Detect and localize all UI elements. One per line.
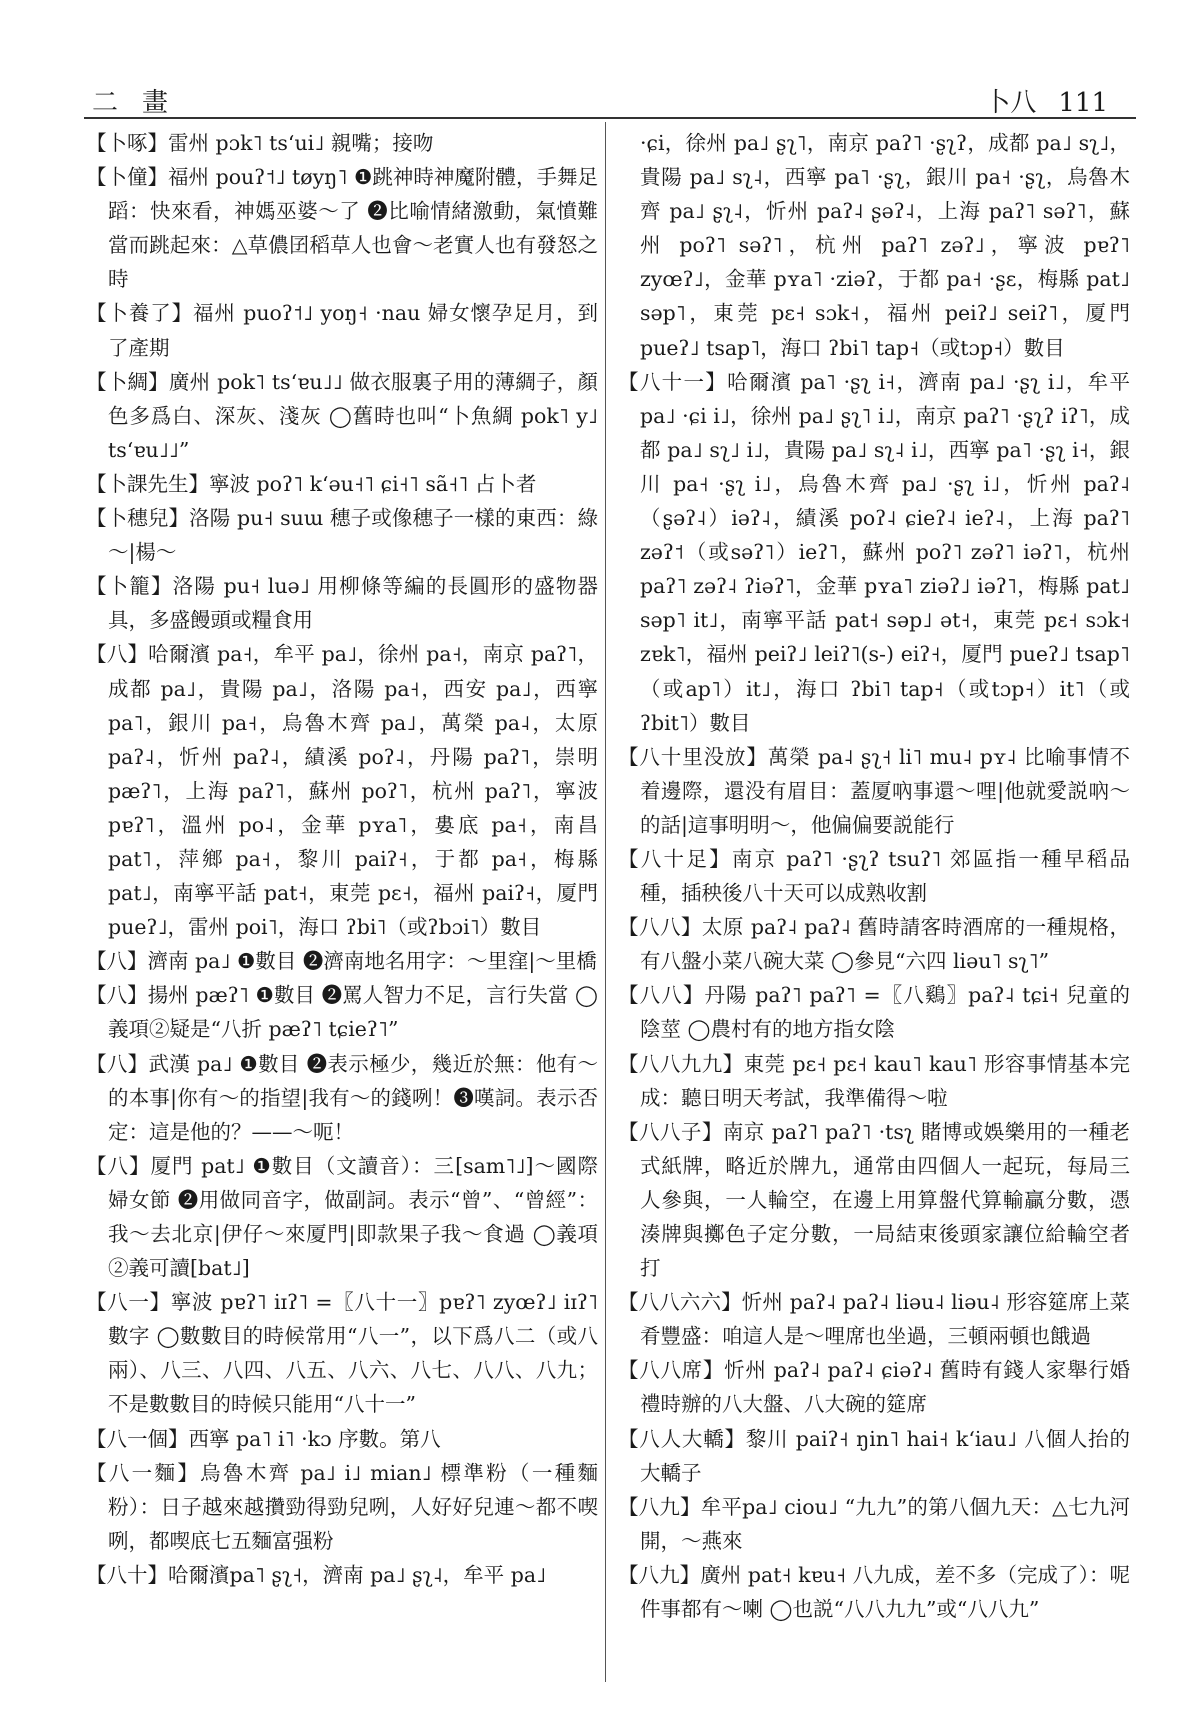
dictionary-entry: 【卜穗兒】洛陽 pu˧ suɯ 穗子或像穗子一樣的東西：綠～|楊～ <box>86 506 598 565</box>
dictionary-entry: 【卜僮】福州 pouʔ˦˩ tøyŋ˥ ❶跳神時神魔附體，手舞足蹈：快來看，神媽巫婆～了 ❷比喻情緒激動，氣憤難當而跳起來：△草儂囝稻草人也會～老實人也有發怒之時 <box>86 165 598 292</box>
dictionary-entry: 【八八六六】忻州 paʔ˨ paʔ˨ liəu˨ liəu˨ 形容筵席上菜肴豐盛：咱這人是～哩席也坐過，三頓兩頓也餓過 <box>618 1290 1130 1349</box>
header-rule <box>84 117 1136 119</box>
dictionary-entry: 【八八九九】東莞 pɛ˧ pɛ˧ kau˥ kau˥ 形容事情基本完成：聽日明天考試，我準備得～啦 <box>618 1051 1130 1110</box>
dictionary-entry: 【卜課先生】寧波 poʔ˥ kʻəu˧˥ ɕi˧˥ sã˧˥ 占卜者 <box>86 471 537 496</box>
dictionary-entry: 【卜啄】雷州 pɔk˥ tsʻui˩ 親嘴；接吻 <box>86 131 434 155</box>
running-head <box>984 82 1108 119</box>
dictionary-entry: 【八九】牟平pa˩ ciou˩ “九九”的第八個九天：△七九河開，～燕來 <box>618 1494 1130 1553</box>
dictionary-entry-continued: ·ɕi，徐州 pa˩ ʂʅ˥，南京 paʔ˥ ·ʂʅʔ，成都 pa˩ sʅ˩，貴陽 pa˩ sʅ˨，西寧 pa˥ ·ʂʅ，銀川 pa˧ ·ʂʅ，烏魯木齊 pa˩ ʂʅ˨，忻州 paʔ˨ ʂəʔ˨，上海 paʔ˥ səʔ˥，蘇州 poʔ˥ səʔ˥，杭州 paʔ˥ zəʔ˩，寧波 pɐʔ˥ zyœʔ˩，金華 pʏa˥ ·ziəʔ，于都 pa˧ ·ʂɛ，梅縣 pat˩ səp˥，東莞 pɛ˧ sɔk˧，福州 peiʔ˩ seiʔ˥，厦門 pueʔ˩ tsap˥，海口 ʔbi˥ tap˧（或tɔp˧）數目 <box>640 131 1130 360</box>
dictionary-entry: 【八】武漢 pa˩ ❶數目 ❷表示極少，幾近於無：他有～的本事|你有～的指望|我有～的錢咧！❸嘆詞。表示否定：這是他的？——～呃！ <box>86 1051 598 1144</box>
dictionary-entry: 【卜籠】洛陽 pu˧ luə˩ 用柳條等編的長圓形的盛物器具，多盛饅頭或糧食用 <box>86 574 598 633</box>
dictionary-entry: 【卜養了】福州 puoʔ˦˩ yoŋ˧ ·nau 婦女懷孕足月，到了產期 <box>86 301 598 360</box>
dictionary-entry: 【八一麵】烏魯木齊 pa˩ i˩ mian˩ 標準粉（一種麵粉）：日子越來越攢勁得勁兒咧，人好好兒連～都不喫咧，都喫底七五麵富强粉 <box>86 1460 598 1553</box>
dictionary-entry: 【八十里没放】萬榮 pa˨ ʂʅ˧ li˥ mu˨ pʏ˨ 比喻事情不着邊際，還没有眉目：蓋厦吶事還～哩|他就愛説吶～的話|這事明明～，他偏偏要説能行 <box>618 744 1130 837</box>
page-number: 111 <box>1058 88 1108 118</box>
dictionary-entry: 【八】濟南 pa˩ ❶數目 ❷濟南地名用字：～里窪|～里橋 <box>86 949 597 974</box>
dictionary-entry: 【八一】寧波 pɐʔ˥ iɪʔ˥ =〖八十一〗pɐʔ˥ zyœʔ˩ iɪʔ˥ 數字 ◯數數目的時候常用“八一”，以下爲八二（或八兩）、八三、八四、八五、八六、八七、八八、八九；不是數數目的時候只能用“八十一” <box>86 1290 598 1417</box>
dictionary-entry: 【八人大轎】黎川 paiʔ˧ ŋin˥ hai˧ kʻiau˩ 八個人抬的大轎子 <box>618 1426 1130 1485</box>
radical-label: 卜八 <box>984 88 1037 118</box>
dictionary-entry: 【八八席】忻州 paʔ˨ paʔ˨ ɕiəʔ˨ 舊時有錢人家舉行婚禮時辦的八大盤、八大碗的筵席 <box>618 1358 1130 1417</box>
dictionary-entry: 【八】厦門 pat˩ ❶數目（文讀音）：三[sam˥˩]～國際婦女節 ❷用做同音字，做副詞。表示“曾”、“曾經”：我～去北京|伊仔～來厦門|即款果子我～食過 ◯義項②義可讀[bat˩] <box>86 1153 598 1281</box>
dictionary-entry: 【八九】廣州 pat˧ kɐu˧ 八九成，差不多（完成了）：呢件事都有～喇 ◯也説“八八九九”或“八八九” <box>618 1562 1130 1622</box>
dictionary-entry: 【八八子】南京 paʔ˥ paʔ˥ ·tsʅ 賭博或娛樂用的一種老式紙牌，略近於牌九，通常由四個人一起玩，每局三人參與，一人輪空，在邊上用算盤代算輸贏分數，憑湊牌與擲色子定分數，一局結束後頭家讓位給輪空者打 <box>618 1119 1130 1281</box>
dictionary-entry: 【八十足】南京 paʔ˥ ·ʂʅʔ tsuʔ˥ 郊區指一種早稻品種，插秧後八十天可以成熟收割 <box>618 846 1130 906</box>
dictionary-entry: 【八】揚州 pæʔ˥ ❶數目 ❷罵人智力不足，言行失當 ◯義項②疑是“八折 pæʔ˥ tɕieʔ˥” <box>86 983 598 1042</box>
dictionary-entry: 【八八】丹陽 paʔ˥ paʔ˥ =〖八鷄〗paʔ˨ tɕi˧ 兒童的陰莖 ◯農村有的地方指女陰 <box>618 983 1130 1042</box>
right-column <box>618 126 1130 1626</box>
left-column <box>86 126 598 1592</box>
dictionary-entry: 【八八】太原 paʔ˨ paʔ˨ 舊時請客時酒席的一種規格，有八盤小菜八碗大菜 ◯參見“六四 liəu˥ sʅ˥” <box>618 915 1130 974</box>
dictionary-entry: 【八十】哈爾濱pa˥ ʂʅ˧，濟南 pa˩ ʂʅ˨，牟平 pa˩ <box>86 1562 547 1587</box>
page-header <box>84 72 1136 116</box>
dictionary-entry: 【八十一】哈爾濱 pa˥ ·ʂʅ i˧，濟南 pa˩ ·ʂʅ i˩，牟平 pa˩ ·ɕi i˩，徐州 pa˩ ʂʅ˥ i˩，南京 paʔ˥ ·ʂʅʔ iʔ˥，成都 pa˩ sʅ˩ i˩，貴陽 pa˩ sʅ˨ i˩，西寧 pa˥ ·ʂʅ i˧，銀川 pa˧ ·ʂʅ i˩，烏魯木齊 pa˩ ·ʂʅ i˩，忻州 paʔ˨（ʂəʔ˨）iəʔ˨，績溪 poʔ˨ ɕieʔ˨ ieʔ˨，上海 paʔ˥ zəʔ˦（或səʔ˥）ieʔ˥，蘇州 poʔ˥ zəʔ˥ iəʔ˥，杭州 paʔ˥ zəʔ˨ ʔiəʔ˥，金華 pʏa˥ ziəʔ˩ iəʔ˥，梅縣 pat˩ səp˥ it˩，南寧平話 pat˧ səp˩ ət˧，東莞 pɛ˧ sɔk˧ zɐk˥，福州 peiʔ˩ leiʔ˥(s-) eiʔ˧，厦門 pueʔ˩ tsap˥（或ap˥）it˩，海口 ʔbi˥ tap˧（或tɔp˧）it˥（或ʔbit˥）數目 <box>618 369 1130 735</box>
dictionary-entry: 【八】哈爾濱 pa˧，牟平 pa˩，徐州 pa˧，南京 paʔ˥，成都 pa˩，貴陽 pa˩，洛陽 pa˧，西安 pa˩，西寧 pa˥，銀川 pa˧，烏魯木齊 pa˩，萬榮 pa˨，太原 paʔ˨，忻州 paʔ˨，績溪 poʔ˨，丹陽 paʔ˥，崇明 pæʔ˥，上海 paʔ˥，蘇州 poʔ˥，杭州 paʔ˥，寧波 pɐʔ˥，溫州 po˨，金華 pʏa˥，婁底 pa˧，南昌 pat˥，萍鄉 pa˧，黎川 paiʔ˧，于都 pa˧，梅縣 pat˩，南寧平話 pat˧，東莞 pɛ˧，福州 paiʔ˧，厦門 pueʔ˩，雷州 poi˥，海口 ʔbi˥（或ʔbɔi˥）數目 <box>86 642 598 940</box>
section-title: 二畫 <box>92 88 193 118</box>
dictionary-entry: 【卜綢】廣州 pok˥ tsʻɐu˩˩ 做衣服裏子用的薄綢子，顏色多爲白、深灰、淺灰 ◯舊時也叫“卜魚綢 pok˥ y˩ tsʻɐu˩˩” <box>86 369 598 462</box>
column-divider <box>605 122 606 1682</box>
dictionary-entry: 【八一個】西寧 pa˥ i˥ ·kɔ 序數。第八 <box>86 1426 441 1451</box>
